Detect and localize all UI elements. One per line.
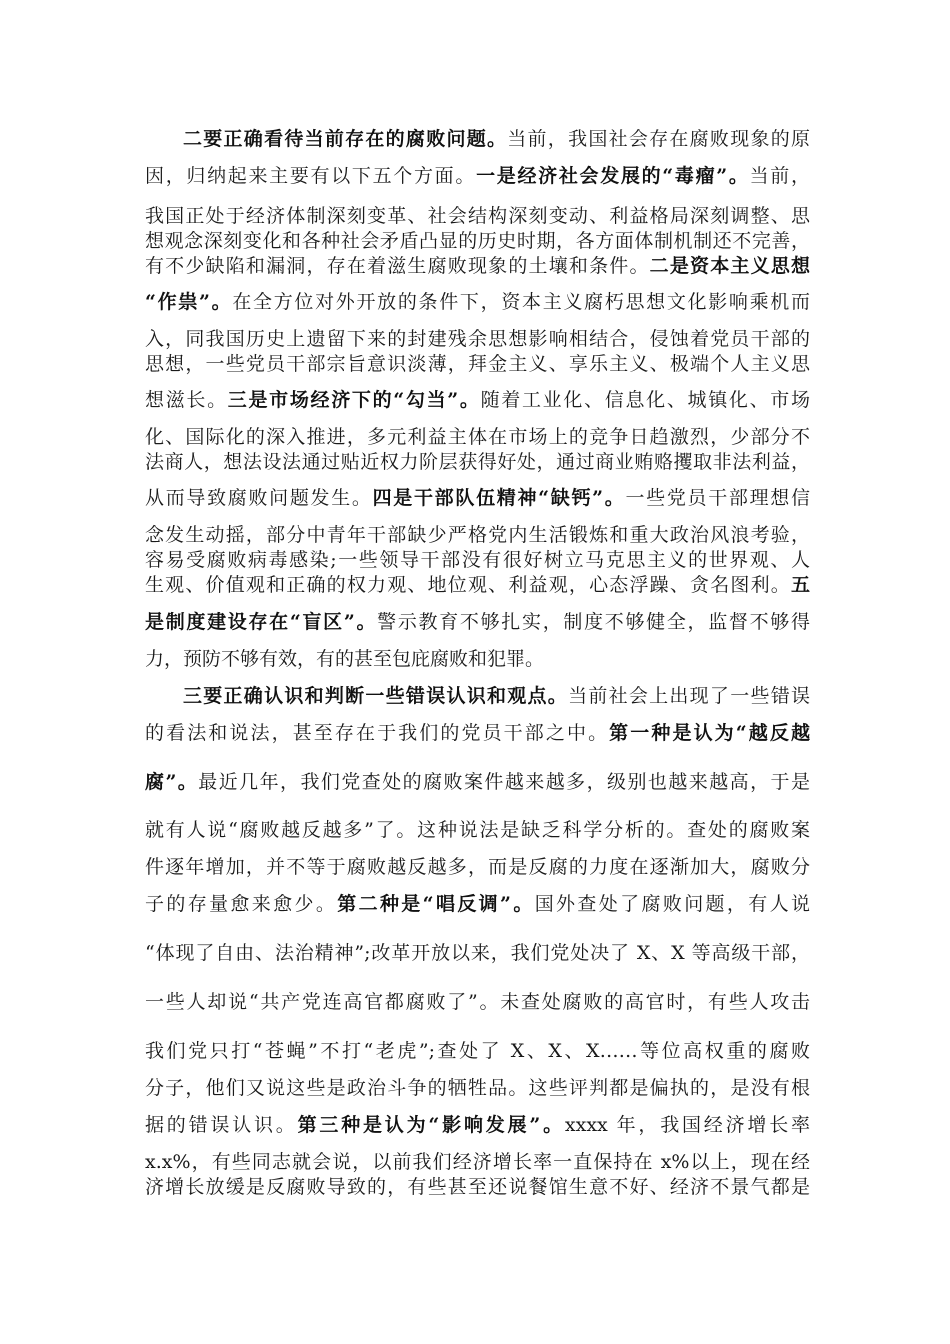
text-line: 的看法和说法，甚至存在于我们的党员干部之中。第一种是认为“越反越 xyxy=(145,722,810,744)
bold-point: 第三种是认为“影响发展”。 xyxy=(297,1114,565,1136)
bold-point: 四是干部队伍精神“缺钙”。 xyxy=(372,487,626,509)
bold-point: 腐”。 xyxy=(145,771,199,793)
text-line: “作祟”。在全方位对外开放的条件下，资本主义腐朽思想文化影响乘机而 xyxy=(145,291,810,313)
text-line: 想观念深刻变化和各种社会矛盾凸显的历史时期，各方面体制机制还不完善， xyxy=(145,230,810,252)
text-line: 子的存量愈来愈少。第二种是“唱反调”。国外查处了腐败问题，有人说 xyxy=(145,893,810,915)
bold-point: 二是资本主义思想 xyxy=(649,255,810,277)
text-line: 一些人却说“共产党连高官都腐败了”。未查处腐败的高官时，有些人攻击 xyxy=(145,991,810,1013)
text-line: 法商人，想法设法通过贴近权力阶层获得好处，通过商业贿赂攫取非法利益， xyxy=(145,451,810,473)
text-line: 二要正确看待当前存在的腐败问题。当前，我国社会存在腐败现象的原 xyxy=(183,128,810,150)
text-line: 是制度建设存在“盲区”。警示教育不够扎实，制度不够健全，监督不够得 xyxy=(145,611,810,633)
text-line: 就有人说“腐败越反越多”了。这种说法是缺乏科学分析的。查处的腐败案 xyxy=(145,819,810,841)
text-line: 想滋长。三是市场经济下的“勾当”。随着工业化、信息化、城镇化、市场 xyxy=(145,389,810,411)
bold-heading: 三要正确认识和判断一些错误认识和观点。 xyxy=(183,685,569,707)
text-line: 从而导致腐败问题发生。四是干部队伍精神“缺钙”。一些党员干部理想信 xyxy=(145,487,810,509)
bold-point: 第二种是“唱反调”。 xyxy=(337,893,535,915)
text-line: 念发生动摇，部分中青年干部缺少严格党内生活锻炼和重大政治风浪考验， xyxy=(145,524,810,546)
bold-point: 五 xyxy=(790,574,810,596)
bold-point: “作祟”。 xyxy=(145,291,233,313)
bold-point: 一是经济社会发展的“毒瘤”。 xyxy=(476,165,750,187)
bold-point: 第一种是认为“越反越 xyxy=(609,722,810,744)
text-line: 腐”。最近几年，我们党查处的腐败案件越来越多，级别也越来越高，于是 xyxy=(145,771,810,793)
text-line: 济增长放缓是反腐败导致的，有些甚至还说餐馆生意不好、经济不景气都是 xyxy=(145,1176,810,1198)
text-line: 生观、价值观和正确的权力观、地位观、利益观，心态浮躁、贪名图利。五 xyxy=(145,574,810,596)
text-line: 我们党只打“苍蝇”不打“老虎”;查处了 X、X、X……等位高权重的腐败 xyxy=(145,1040,810,1062)
bold-point: 三是市场经济下的“勾当”。 xyxy=(227,389,481,411)
text-line: 入，同我国历史上遗留下来的封建残余思想影响相结合，侵蚀着党员干部的 xyxy=(145,328,810,350)
text-line: 力，预防不够有效，有的甚至包庇腐败和犯罪。 xyxy=(145,648,545,670)
bold-heading: 二要正确看待当前存在的腐败问题。 xyxy=(183,128,508,150)
bold-point: 是制度建设存在“盲区”。 xyxy=(145,611,378,633)
text-line: 件逐年增加，并不等于腐败越反越多，而是反腐的力度在逐渐加大，腐败分 xyxy=(145,856,810,878)
text-line: 化、国际化的深入推进，多元利益主体在市场上的竞争日趋激烈，少部分不 xyxy=(145,426,810,448)
text-line: 有不少缺陷和漏洞，存在着滋生腐败现象的土壤和条件。二是资本主义思想 xyxy=(145,255,810,277)
text-line: 容易受腐败病毒感染;一些领导干部没有很好树立马克思主义的世界观、人 xyxy=(145,549,810,571)
text-line: 分子，他们又说这些是政治斗争的牺牲品。这些评判都是偏执的，是没有根 xyxy=(145,1077,810,1099)
text-line: 三要正确认识和判断一些错误认识和观点。当前社会上出现了一些错误 xyxy=(183,685,810,707)
text-line: “体现了自由、法治精神”;改革开放以来，我们党处决了 X、X 等高级干部， xyxy=(145,942,810,964)
text-line: 因，归纳起来主要有以下五个方面。一是经济社会发展的“毒瘤”。当前， xyxy=(145,165,810,187)
text-line: 思想，一些党员干部宗旨意识淡薄，拜金主义、享乐主义、极端个人主义思 xyxy=(145,353,810,375)
text-line: 我国正处于经济体制深刻变革、社会结构深刻变动、利益格局深刻调整、思 xyxy=(145,205,810,227)
text-line: 据的错误认识。第三种是认为“影响发展”。xxxx 年，我国经济增长率 xyxy=(145,1114,810,1136)
text-line: x.x%，有些同志就会说，以前我们经济增长率一直保持在 x%以上，现在经 xyxy=(145,1151,810,1173)
